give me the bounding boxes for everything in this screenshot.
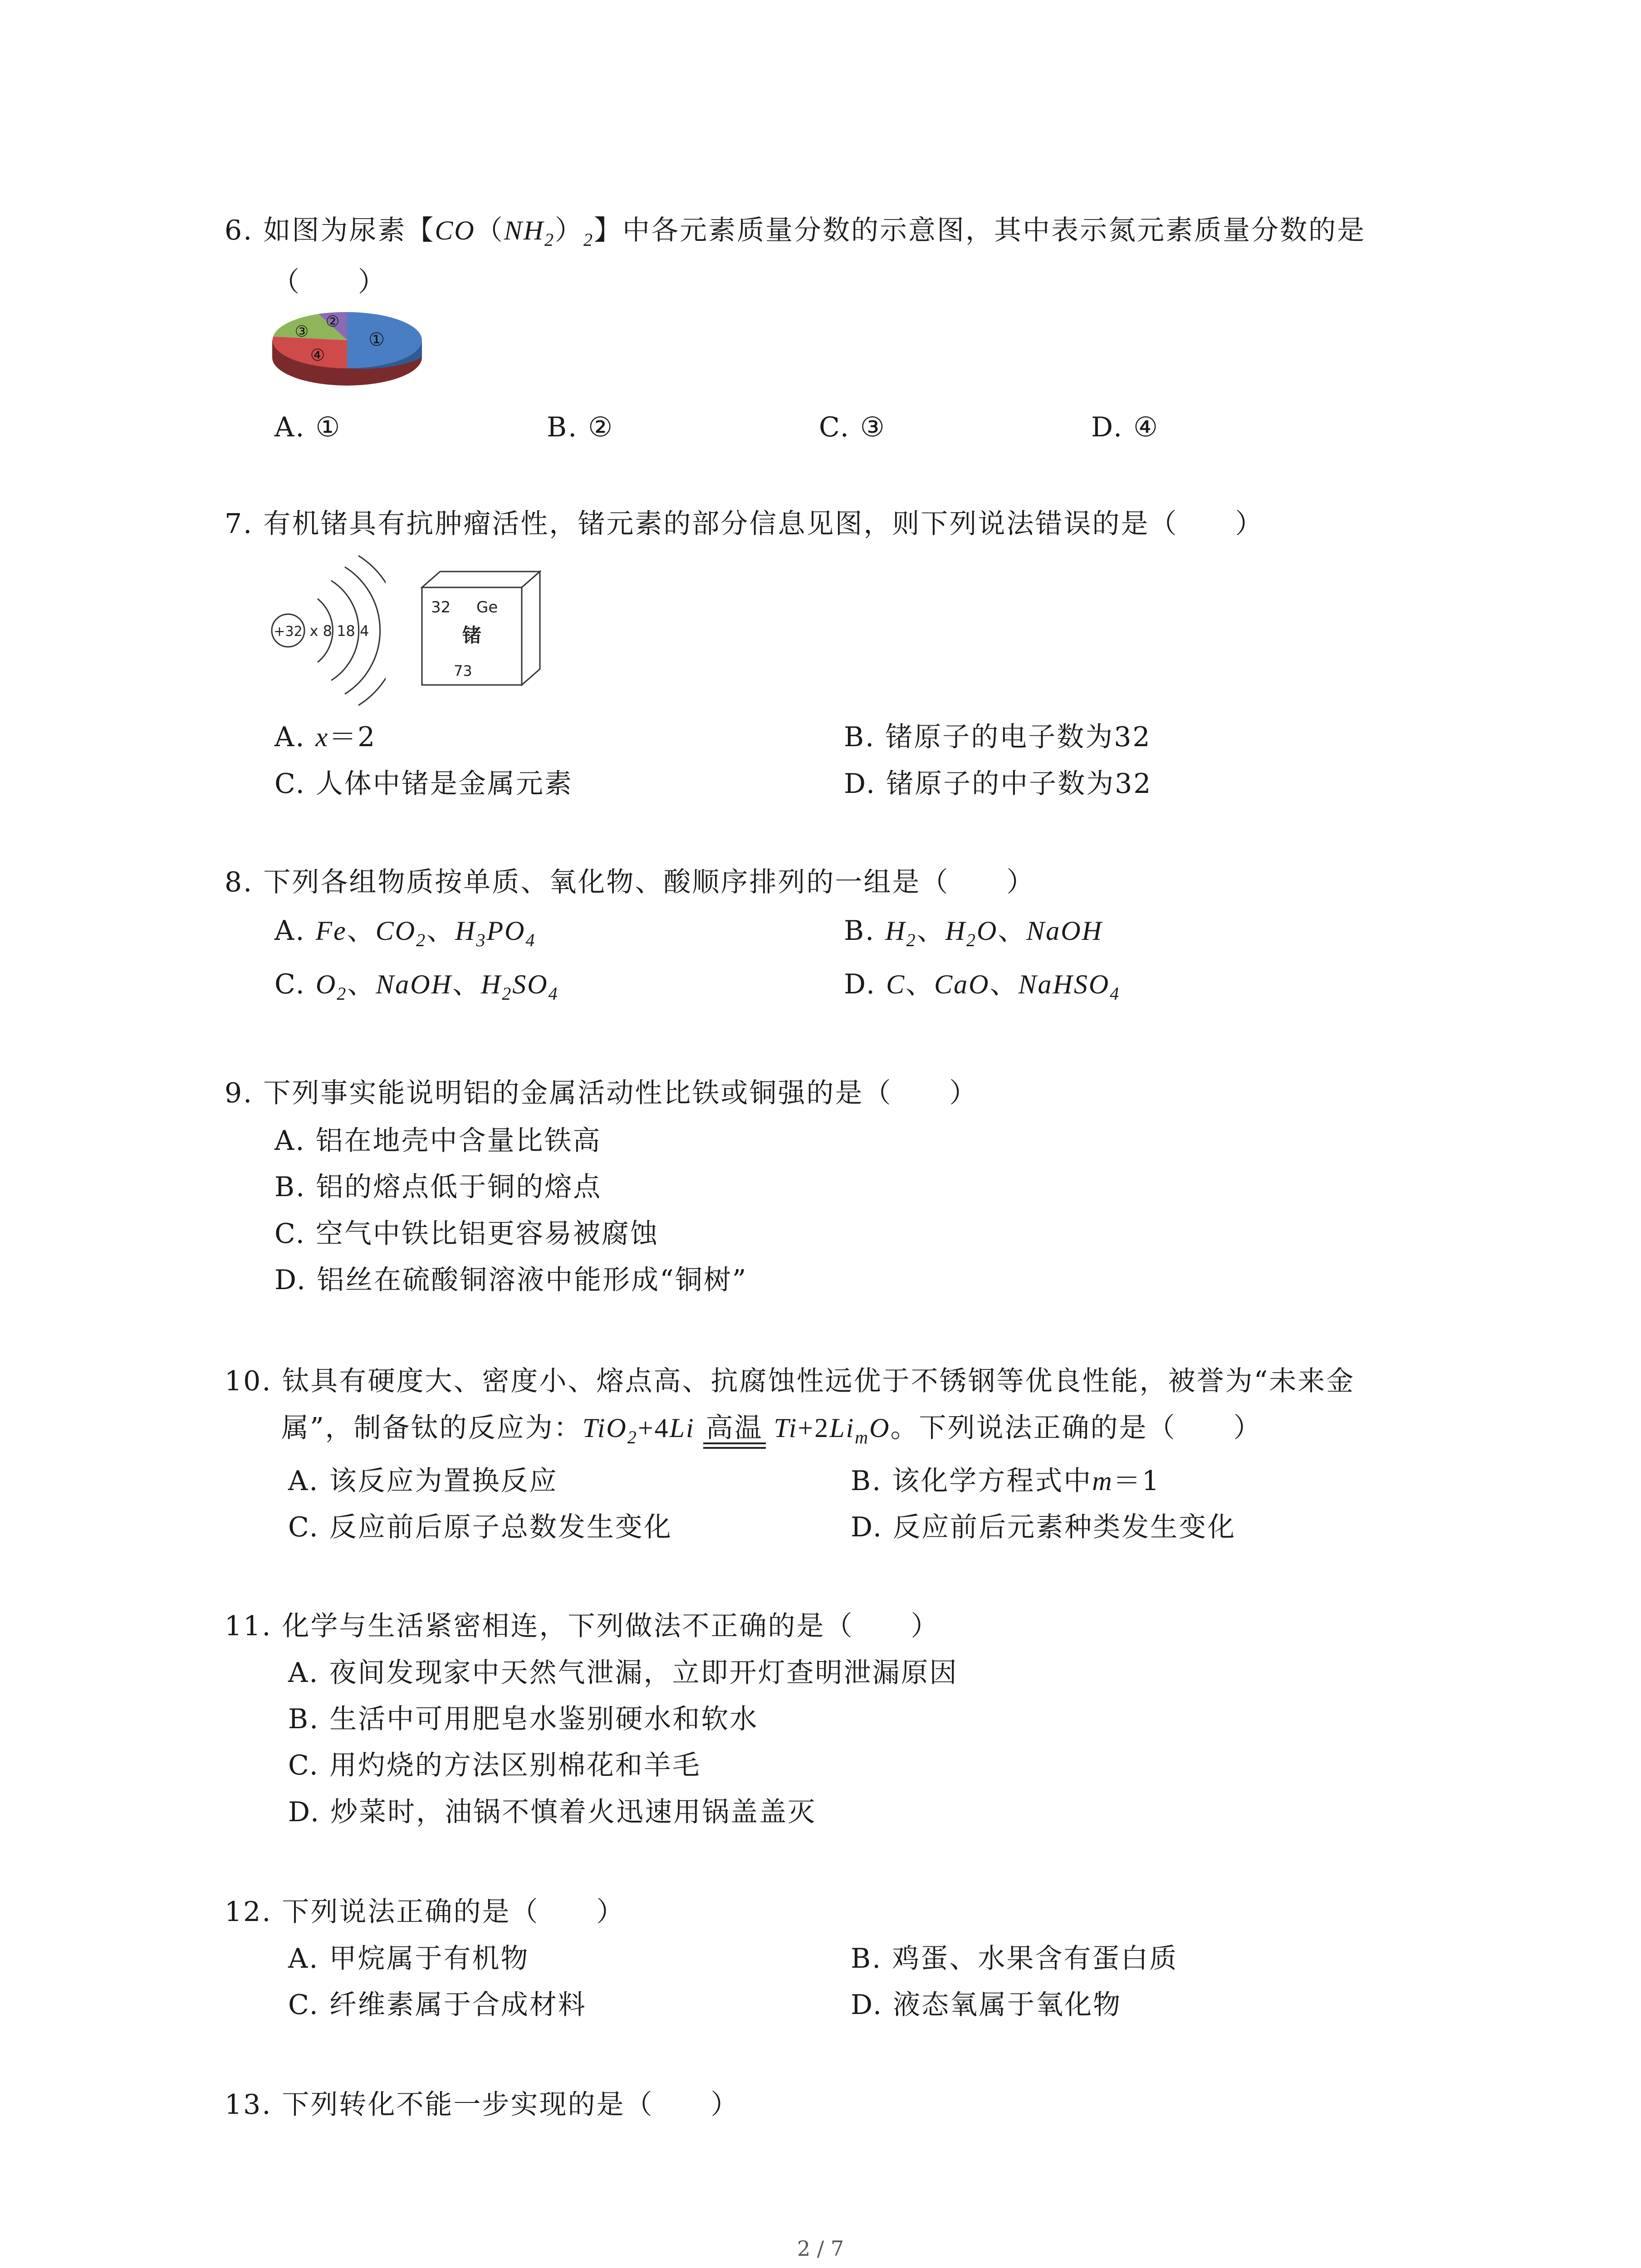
q12-stem: 12. 下列说法正确的是（ ）	[225, 1896, 625, 1928]
q6-option-b[interactable]: B. ②	[547, 411, 614, 443]
q9-option-b[interactable]: B. 铝的熔点低于铜的熔点	[274, 1171, 602, 1203]
q6-option-d[interactable]: D. ④	[1091, 411, 1159, 443]
page-number: 2 / 7	[797, 2236, 844, 2261]
reaction-condition: 高温	[703, 1410, 766, 1446]
q6-option-c[interactable]: C. ③	[819, 411, 886, 443]
q6-stem-pre: 6. 如图为尿素【	[225, 215, 435, 246]
q9-option-a[interactable]: A. 铝在地壳中含量比铁高	[274, 1125, 602, 1157]
q11-option-a[interactable]: A. 夜间发现家中天然气泄漏，立即开灯查明泄漏原因	[288, 1657, 958, 1689]
q6-option-a[interactable]: A. ①	[274, 411, 342, 443]
q6-stem-line2: （ ）	[272, 266, 387, 298]
pie-label-2: ②	[325, 313, 340, 331]
q10-option-b[interactable]: B. 该化学方程式中m＝1	[851, 1465, 1161, 1497]
q11-option-b[interactable]: B. 生活中可用肥皂水鉴别硬水和软水	[288, 1703, 759, 1735]
cell-name: 锗	[462, 624, 482, 646]
q6-pie-chart	[268, 304, 431, 399]
q12-option-c[interactable]: C. 纤维素属于合成材料	[288, 1989, 587, 2021]
cell-top-face	[422, 572, 540, 587]
pie-label-3: ③	[294, 323, 309, 341]
q6-formula: $CO(NH_2)_2$	[435, 215, 594, 250]
q9-option-c[interactable]: C. 空气中铁比铝更容易被腐蚀	[274, 1218, 659, 1250]
q13-stem: 13. 下列转化不能一步实现的是（ ）	[225, 2089, 740, 2121]
q7-option-c[interactable]: C. 人体中锗是金属元素	[274, 768, 573, 800]
cell-symbol: Ge	[476, 598, 498, 616]
q11-option-c[interactable]: C. 用灼烧的方法区别棉花和羊毛	[288, 1750, 701, 1781]
q7-option-a[interactable]: A. x＝2	[274, 721, 377, 753]
q12-option-a[interactable]: A. 甲烷属于有机物	[288, 1943, 529, 1975]
q8-stem: 8. 下列各组物质按单质、氧化物、酸顺序排列的一组是（ ）	[225, 866, 1035, 898]
q10-stem-line1: 10. 钛具有硬度大、密度小、熔点高、抗腐蚀性远优于不锈钢等优良性能，被誉为“未来金	[225, 1365, 1355, 1397]
shell-electrons: x 8 18 4	[309, 622, 369, 640]
q12-option-d[interactable]: D. 液态氧属于氧化物	[851, 1989, 1122, 2021]
cell-atomic-mass: 73	[454, 662, 472, 679]
cell-side-face	[522, 572, 540, 685]
q10-option-c[interactable]: C. 反应前后原子总数发生变化	[288, 1511, 672, 1543]
q6-stem-line1	[225, 212, 1366, 258]
q11-option-d[interactable]: D. 炒菜时，油锅不慎着火迅速用锅盖盖灭	[288, 1796, 817, 1828]
pie-label-4: ④	[310, 346, 325, 365]
q10-stem-line2: 属”，制备钛的反应为：TiO$_2$+4Li 高温 $Ti+2Li_mO$。下列说法正确的是（ ）	[281, 1410, 1262, 1456]
q7-element-cell	[417, 569, 544, 692]
cell-atomic-number: 32	[431, 598, 451, 616]
q12-option-b[interactable]: B. 鸡蛋、水果含有蛋白质	[851, 1943, 1178, 1975]
q8-option-c[interactable]: C. $O_2$、NaOH、$H_2SO_4$	[274, 968, 559, 1004]
q8-option-b[interactable]: B. $H_2$、$H_2O$、NaOH	[844, 915, 1103, 950]
q10-equation: TiO$_2$+4Li 高温 $Ti+2Li_mO$	[583, 1413, 891, 1443]
q7-stem: 7. 有机锗具有抗肿瘤活性，锗元素的部分信息见图，则下列说法错误的是（ ）	[225, 508, 1264, 540]
q7-option-d[interactable]: D. 锗原子的中子数为32	[844, 768, 1152, 800]
q11-stem: 11. 化学与生活紧密相连，下列做法不正确的是（ ）	[225, 1610, 940, 1642]
q9-stem: 9. 下列事实能说明铝的金属活动性比铁或铜强的是（ ）	[225, 1077, 978, 1109]
pie-label-1: ①	[368, 329, 385, 350]
q9-option-d[interactable]: D. 铝丝在硫酸铜溶液中能形成“铜树”	[274, 1264, 748, 1296]
q10-option-a[interactable]: A. 该反应为置换反应	[288, 1465, 558, 1497]
nucleus-charge: +32	[274, 624, 303, 640]
q7-atom-diagram	[268, 549, 386, 712]
q8-option-d[interactable]: D. C、CaO、NaHSO$_4$	[844, 968, 1121, 1004]
q7-option-b[interactable]: B. 锗原子的电子数为32	[844, 721, 1151, 753]
q6-stem-post: 】中各元素质量分数的示意图，其中表示氮元素质量分数的是	[594, 215, 1366, 246]
q10-option-d[interactable]: D. 反应前后元素种类发生变化	[851, 1511, 1236, 1543]
q8-option-a[interactable]: A. Fe、$CO_2$、$H_3PO_4$	[274, 915, 536, 950]
